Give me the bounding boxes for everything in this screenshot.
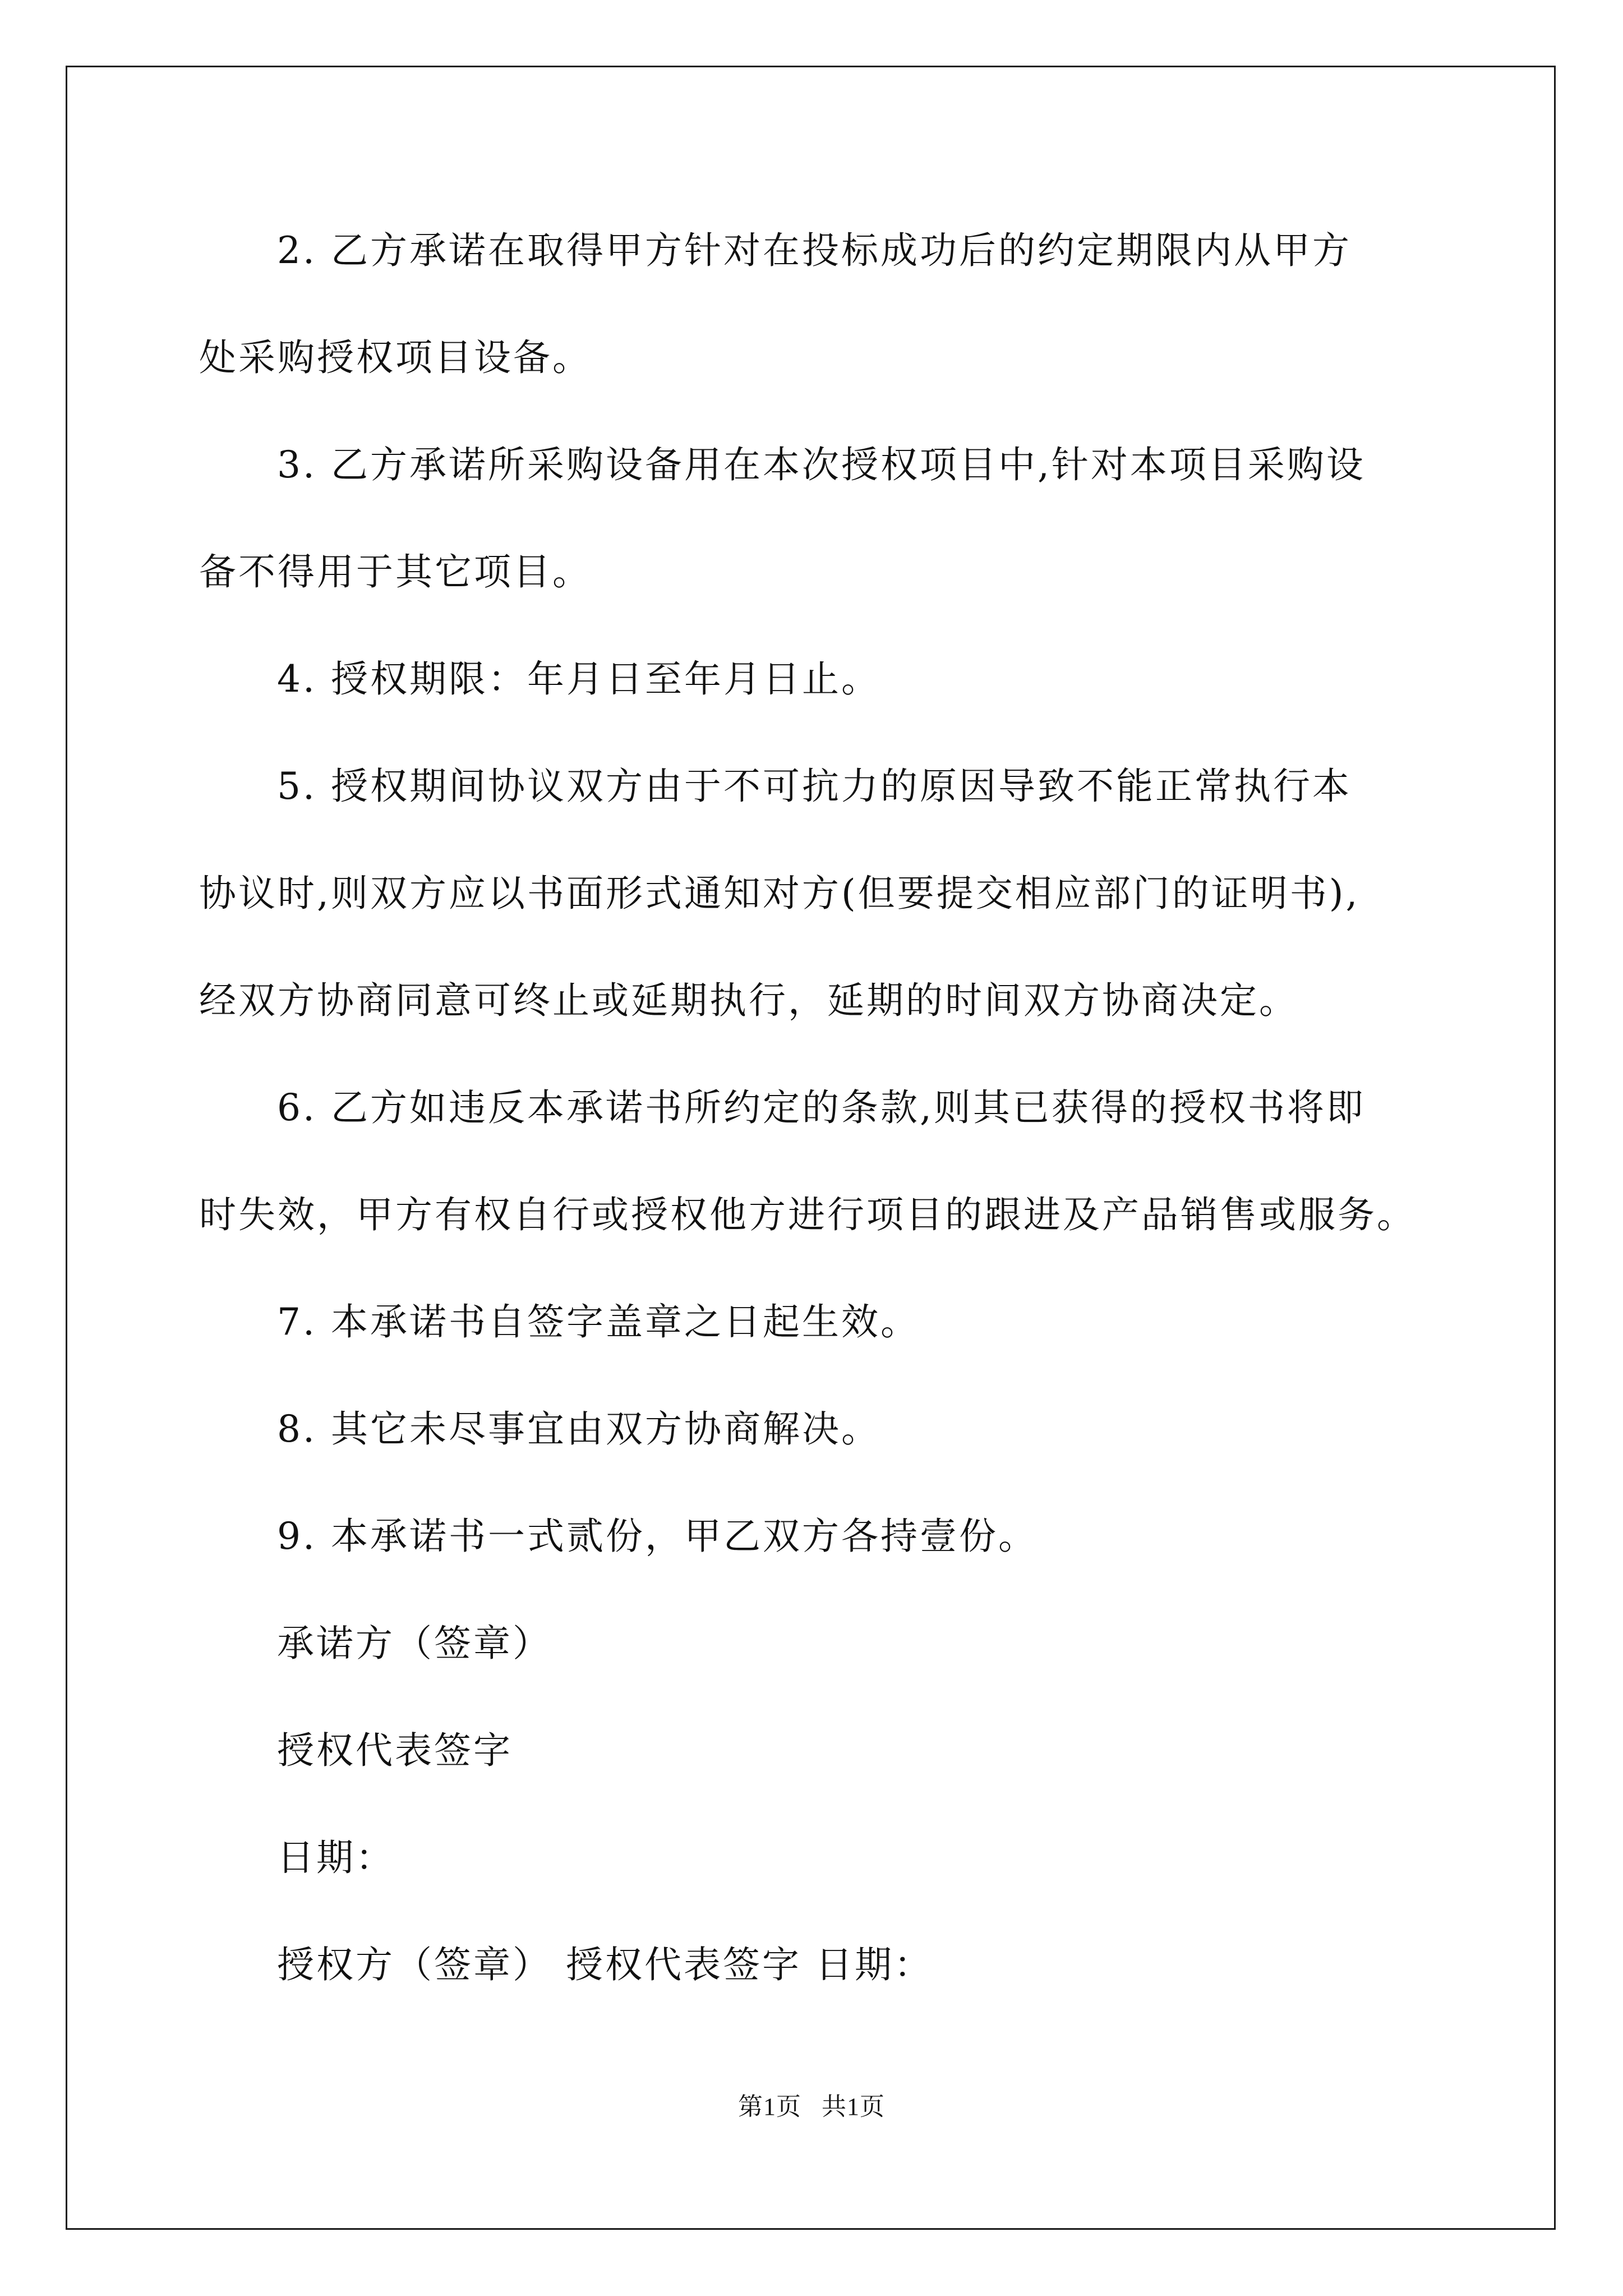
page-border xyxy=(66,66,1556,2230)
date-line: 日期： xyxy=(277,1836,395,1879)
clause-2-line-2: 处采购授权项目设备。 xyxy=(199,336,592,379)
clause-8: 8. 其它未尽事宜由双方协商解决。 xyxy=(277,1407,880,1451)
clause-5-line-1: 5. 授权期间协议双方由于不可抗力的原因导致不能正常执行本 xyxy=(277,765,1352,808)
clause-6-line-2: 时失效，甲方有权自行或授权他方进行项目的跟进及产品销售或服务。 xyxy=(199,1193,1416,1236)
clause-4: 4. 授权期限：年月日至年月日止。 xyxy=(277,657,880,701)
page-number: 第1页 共1页 xyxy=(738,2093,885,2120)
authorized-rep-signature-line: 授权代表签字 xyxy=(277,1729,513,1772)
clause-2-line-1: 2. 乙方承诺在取得甲方针对在投标成功后的约定期限内从甲方 xyxy=(277,229,1352,272)
authorizer-signature-line: 授权方（签章） 授权代表签字 日期： xyxy=(277,1943,933,1986)
promisor-signature-line: 承诺方（签章） xyxy=(277,1622,552,1665)
clause-3-line-1: 3. 乙方承诺所采购设备用在本次授权项目中,针对本项目采购设 xyxy=(277,443,1366,486)
clause-7: 7. 本承诺书自签字盖章之日起生效。 xyxy=(277,1300,920,1343)
clause-3-line-2: 备不得用于其它项目。 xyxy=(199,550,592,593)
clause-9: 9. 本承诺书一式贰份，甲乙双方各持壹份。 xyxy=(277,1515,1038,1558)
clause-5-line-2: 协议时,则双方应以书面形式通知对方(但要提交相应部门的证明书), xyxy=(199,872,1360,915)
clause-5-line-3: 经双方协商同意可终止或延期执行，延期的时间双方协商决定。 xyxy=(199,979,1298,1022)
clause-6-line-1: 6. 乙方如违反本承诺书所约定的条款,则其已获得的授权书将即 xyxy=(277,1086,1366,1129)
